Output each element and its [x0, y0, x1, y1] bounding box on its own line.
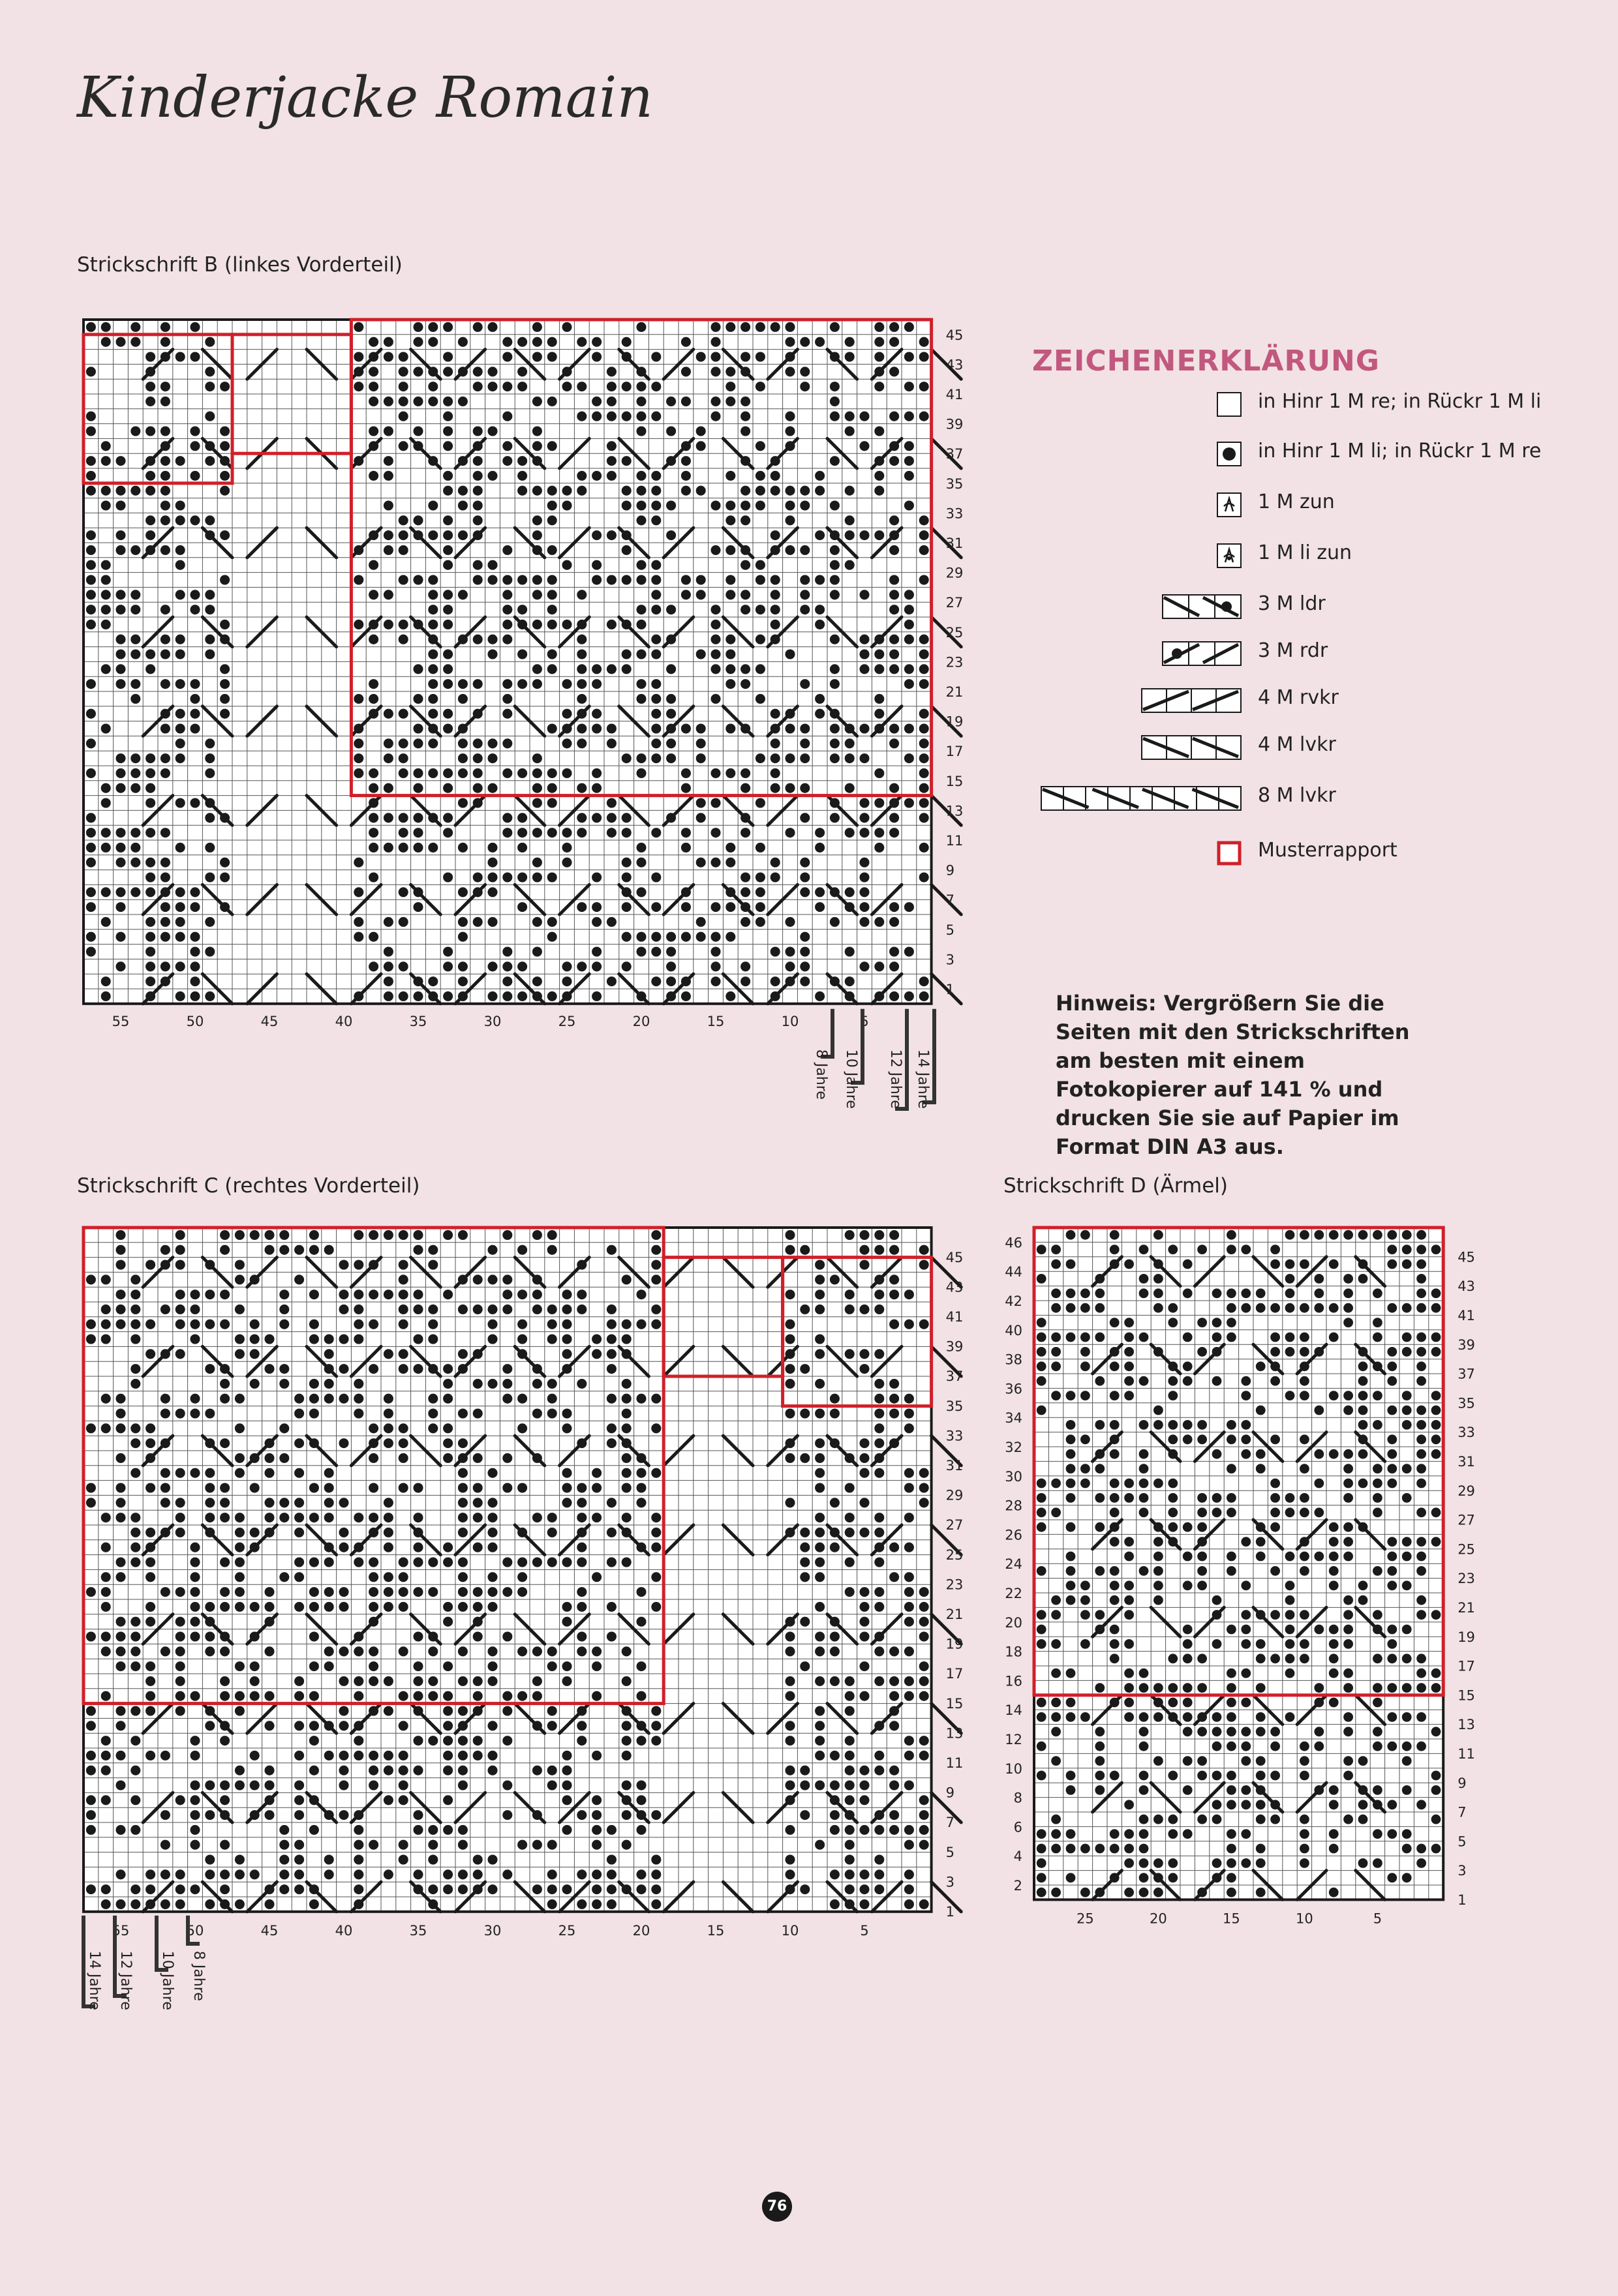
chart-d-row-tick-left: 8 [1013, 1790, 1022, 1806]
chart-c-row-tick: 1 [945, 1904, 954, 1920]
chart-b-row-tick: 21 [945, 684, 964, 700]
legend-item-label: in Hinr 1 M li; in Rückr 1 M re [1258, 440, 1542, 462]
chart-d-row-tick-left: 14 [1005, 1702, 1022, 1719]
chart-b-stitch-tick: 15 [707, 1013, 725, 1029]
chart-c-row-tick: 25 [945, 1547, 964, 1563]
chart-c-row-tick: 9 [945, 1785, 954, 1801]
chart-d-row-tick-left: 10 [1005, 1760, 1022, 1777]
chart-b-row-tick: 25 [945, 624, 964, 641]
legend-item-label: 4 M rvkr [1258, 686, 1339, 709]
chart-d-row-tick-right: 5 [1458, 1834, 1467, 1850]
chart-c-size-label: 8 Jahre [191, 1950, 207, 2001]
chart-d-row-tick-right: 41 [1458, 1308, 1475, 1323]
chart-c-row-tick: 43 [945, 1279, 964, 1295]
chart-c-row-tick: 37 [945, 1368, 964, 1385]
chart-b-row-tick: 31 [945, 536, 964, 551]
chart-d-row-tick-left: 34 [1005, 1410, 1022, 1427]
chart-c-stitch-tick: 30 [483, 1922, 502, 1939]
chart-d-row-tick-right: 15 [1458, 1687, 1475, 1704]
left-cable-4-icon [1140, 734, 1242, 761]
chart-c-stitch-tick: 40 [335, 1922, 353, 1939]
chart-d-stitch-tick: 25 [1076, 1911, 1094, 1927]
chart-c-row-tick: 29 [945, 1487, 964, 1503]
chart-c-row-tick: 33 [945, 1428, 964, 1444]
chart-b-size-label: 12 Jahre [887, 1049, 904, 1109]
chart-c-stitch-tick: 55 [112, 1922, 130, 1939]
chart-d-row-tick-left: 46 [1005, 1235, 1022, 1251]
chart-b-size-label: 8 Jahre [813, 1049, 829, 1100]
chart-d-row-tick-right: 33 [1458, 1425, 1475, 1441]
legend-item-label: Musterrapport [1258, 839, 1397, 862]
chart-d-row-tick-left: 2 [1013, 1878, 1022, 1894]
chart-b-row-tick: 17 [945, 744, 964, 760]
chart-b-row-tick: 29 [945, 565, 964, 581]
chart-d-stitch-tick: 5 [1373, 1911, 1382, 1927]
chart-c-size-label: 14 Jahre [86, 1950, 102, 2010]
chart-c-stitch-tick: 25 [558, 1922, 576, 1939]
chart-b-row-tick: 13 [945, 803, 964, 819]
chart-d-row-tick-right: 7 [1458, 1804, 1467, 1820]
legend-item-label: 8 M lvkr [1258, 784, 1336, 807]
chart-d-row-tick-right: 31 [1458, 1454, 1475, 1470]
chart-b-row-tick: 27 [945, 595, 964, 611]
chart-d-row-tick-right: 39 [1458, 1337, 1475, 1353]
chart-d-row-tick-left: 30 [1005, 1468, 1022, 1485]
chart-c-stitch-tick: 15 [707, 1922, 725, 1939]
chart-b-row-tick: 37 [945, 446, 964, 462]
chart-d-row-tick-left: 26 [1005, 1527, 1022, 1543]
increase-icon [1216, 492, 1242, 518]
chart-d-stitch-tick: 10 [1296, 1911, 1313, 1927]
legend-title: ZEICHENERKLÄRUNG [1032, 344, 1380, 378]
chart-c-size-label: 12 Jahre [117, 1950, 134, 2010]
chart-d-row-tick-left: 16 [1005, 1673, 1022, 1689]
legend-item-label: 1 M zun [1258, 491, 1335, 513]
chart-c-row-tick: 13 [945, 1725, 964, 1742]
chart-c-stitch-tick: 35 [409, 1922, 427, 1939]
chart-d-row-tick-left: 12 [1005, 1732, 1022, 1747]
purl-increase-icon [1216, 543, 1242, 569]
chart-d-row-tick-left: 44 [1005, 1264, 1022, 1280]
chart-b-label: Strickschrift B (linkes Vorderteil) [77, 253, 403, 277]
chart-d-row-tick-left: 4 [1013, 1849, 1022, 1865]
chart-d-row-tick-right: 27 [1458, 1512, 1475, 1528]
chart-b-stitch-tick: 5 [860, 1013, 869, 1029]
chart-c-row-tick: 41 [945, 1309, 964, 1325]
chart-c-row-tick: 31 [945, 1458, 964, 1473]
empty-square-icon [1216, 391, 1242, 417]
chart-c-row-tick: 19 [945, 1636, 964, 1652]
chart-d-row-tick-right: 23 [1458, 1571, 1475, 1587]
chart-b-row-tick: 33 [945, 506, 964, 522]
chart-c-row-tick: 23 [945, 1577, 964, 1593]
chart-d-row-tick-left: 32 [1005, 1440, 1022, 1455]
chart-c-row-tick: 45 [945, 1249, 964, 1265]
legend-item-label: 4 M lvkr [1258, 733, 1336, 756]
chart-d-row-tick-left: 20 [1005, 1614, 1022, 1631]
chart-c-stitch-tick: 50 [186, 1922, 204, 1939]
chart-d-stitch-tick: 15 [1223, 1911, 1240, 1927]
chart-c-row-tick: 7 [945, 1815, 954, 1831]
repeat-box-icon [1216, 840, 1242, 866]
right-cable-4-icon [1140, 687, 1242, 714]
chart-b-row-tick: 7 [945, 892, 954, 909]
legend-item-label: 3 M rdr [1258, 639, 1328, 662]
chart-b-stitch-tick: 30 [483, 1013, 502, 1029]
chart-b-row-tick: 43 [945, 357, 964, 373]
chart-d-row-tick-right: 43 [1458, 1278, 1475, 1295]
chart-c-stitch-tick: 5 [860, 1922, 869, 1939]
chart-d-row-tick-right: 13 [1458, 1717, 1475, 1733]
chart-d-row-tick-right: 45 [1458, 1249, 1475, 1265]
chart-d-row-tick-right: 37 [1458, 1366, 1475, 1382]
chart-b-size-label: 14 Jahre [915, 1049, 931, 1109]
chart-d-row-tick-right: 35 [1458, 1395, 1475, 1412]
chart-b-row-tick: 9 [945, 862, 954, 879]
chart-b-stitch-tick: 20 [632, 1013, 650, 1029]
chart-d-row-tick-right: 21 [1458, 1600, 1475, 1616]
chart-d-row-tick-left: 6 [1013, 1819, 1022, 1835]
dot-square-icon [1216, 441, 1242, 467]
chart-b-row-tick: 3 [945, 952, 954, 968]
enlarge-note: Hinweis: Vergrößern Sie die Seiten mit den Strickschriften am besten mit einem Fotokopierer auf 141 % und drucken Sie sie auf Papier im Format DIN A3 aus. [1056, 991, 1410, 1159]
chart-c-stitch-tick: 10 [781, 1922, 799, 1939]
chart-d-row-tick-left: 36 [1005, 1381, 1022, 1397]
legend-item-label: 3 M ldr [1258, 592, 1326, 615]
chart-c-row-tick: 17 [945, 1666, 964, 1682]
page-number: 76 [762, 2192, 792, 2222]
chart-b-stitch-tick: 55 [112, 1013, 130, 1029]
chart-b-stitch-tick: 10 [781, 1013, 799, 1029]
chart-b-row-tick: 11 [945, 833, 964, 849]
chart-b-size-label: 10 Jahre [843, 1049, 859, 1109]
chart-c-label: Strickschrift C (rechtes Vorderteil) [77, 1174, 420, 1198]
chart-b-row-tick: 1 [945, 982, 954, 997]
chart-b-stitch-tick: 40 [335, 1013, 353, 1029]
chart-c-stitch-tick: 45 [260, 1922, 279, 1939]
chart-c-row-tick: 5 [945, 1844, 954, 1860]
chart-b-row-tick: 41 [945, 387, 964, 402]
chart-d-row-tick-right: 29 [1458, 1483, 1475, 1499]
chart-d-grid [1034, 1228, 1443, 1899]
chart-b-row-tick: 39 [945, 416, 964, 432]
chart-c-row-tick: 15 [945, 1695, 964, 1712]
chart-b-row-tick: 23 [945, 654, 964, 671]
chart-d-row-tick-right: 19 [1458, 1629, 1475, 1645]
left-cross-3-icon [1161, 594, 1242, 620]
left-cable-8-icon [1040, 785, 1242, 811]
chart-d-row-tick-left: 28 [1005, 1498, 1022, 1514]
chart-d-stitch-tick: 20 [1150, 1911, 1167, 1927]
chart-c-row-tick: 21 [945, 1607, 964, 1622]
chart-c-row-tick: 3 [945, 1874, 954, 1890]
chart-b-stitch-tick: 25 [558, 1013, 576, 1029]
chart-d-row-tick-right: 3 [1458, 1863, 1467, 1879]
chart-c-row-tick: 27 [945, 1517, 964, 1533]
chart-b-row-tick: 35 [945, 476, 964, 492]
page-title: Kinderjacke Romain [77, 65, 653, 130]
chart-b-stitch-tick: 45 [260, 1013, 279, 1029]
chart-d-row-tick-left: 38 [1005, 1352, 1022, 1368]
chart-d-row-tick-left: 22 [1005, 1586, 1022, 1601]
chart-b-row-tick: 15 [945, 773, 964, 789]
chart-b-row-tick: 19 [945, 714, 964, 730]
chart-c-stitch-tick: 20 [632, 1922, 650, 1939]
legend-item-label: in Hinr 1 M re; in Rückr 1 M li [1258, 390, 1542, 413]
chart-b-stitch-tick: 50 [186, 1013, 204, 1029]
chart-d-row-tick-left: 18 [1005, 1644, 1022, 1660]
chart-c-row-tick: 39 [945, 1338, 964, 1355]
chart-b-row-tick: 5 [945, 922, 954, 938]
chart-c-row-tick: 11 [945, 1755, 964, 1771]
chart-d-row-tick-right: 9 [1458, 1775, 1467, 1791]
chart-d-row-tick-left: 42 [1005, 1293, 1022, 1309]
right-cross-3-icon [1161, 641, 1242, 667]
chart-d-row-tick-right: 11 [1458, 1746, 1475, 1762]
chart-d-row-tick-right: 25 [1458, 1541, 1475, 1558]
chart-d-row-tick-right: 1 [1458, 1892, 1467, 1908]
chart-b-stitch-tick: 35 [409, 1013, 427, 1029]
chart-d-row-tick-right: 17 [1458, 1658, 1475, 1674]
chart-c-row-tick: 35 [945, 1398, 964, 1414]
legend-item-label: 1 M li zun [1258, 541, 1352, 564]
chart-c-size-label: 10 Jahre [159, 1950, 176, 2010]
chart-b-row-tick: 45 [945, 327, 964, 343]
chart-d-row-tick-left: 40 [1005, 1322, 1022, 1338]
chart-d-label: Strickschrift D (Ärmel) [1003, 1174, 1228, 1198]
chart-d-row-tick-left: 24 [1005, 1556, 1022, 1573]
